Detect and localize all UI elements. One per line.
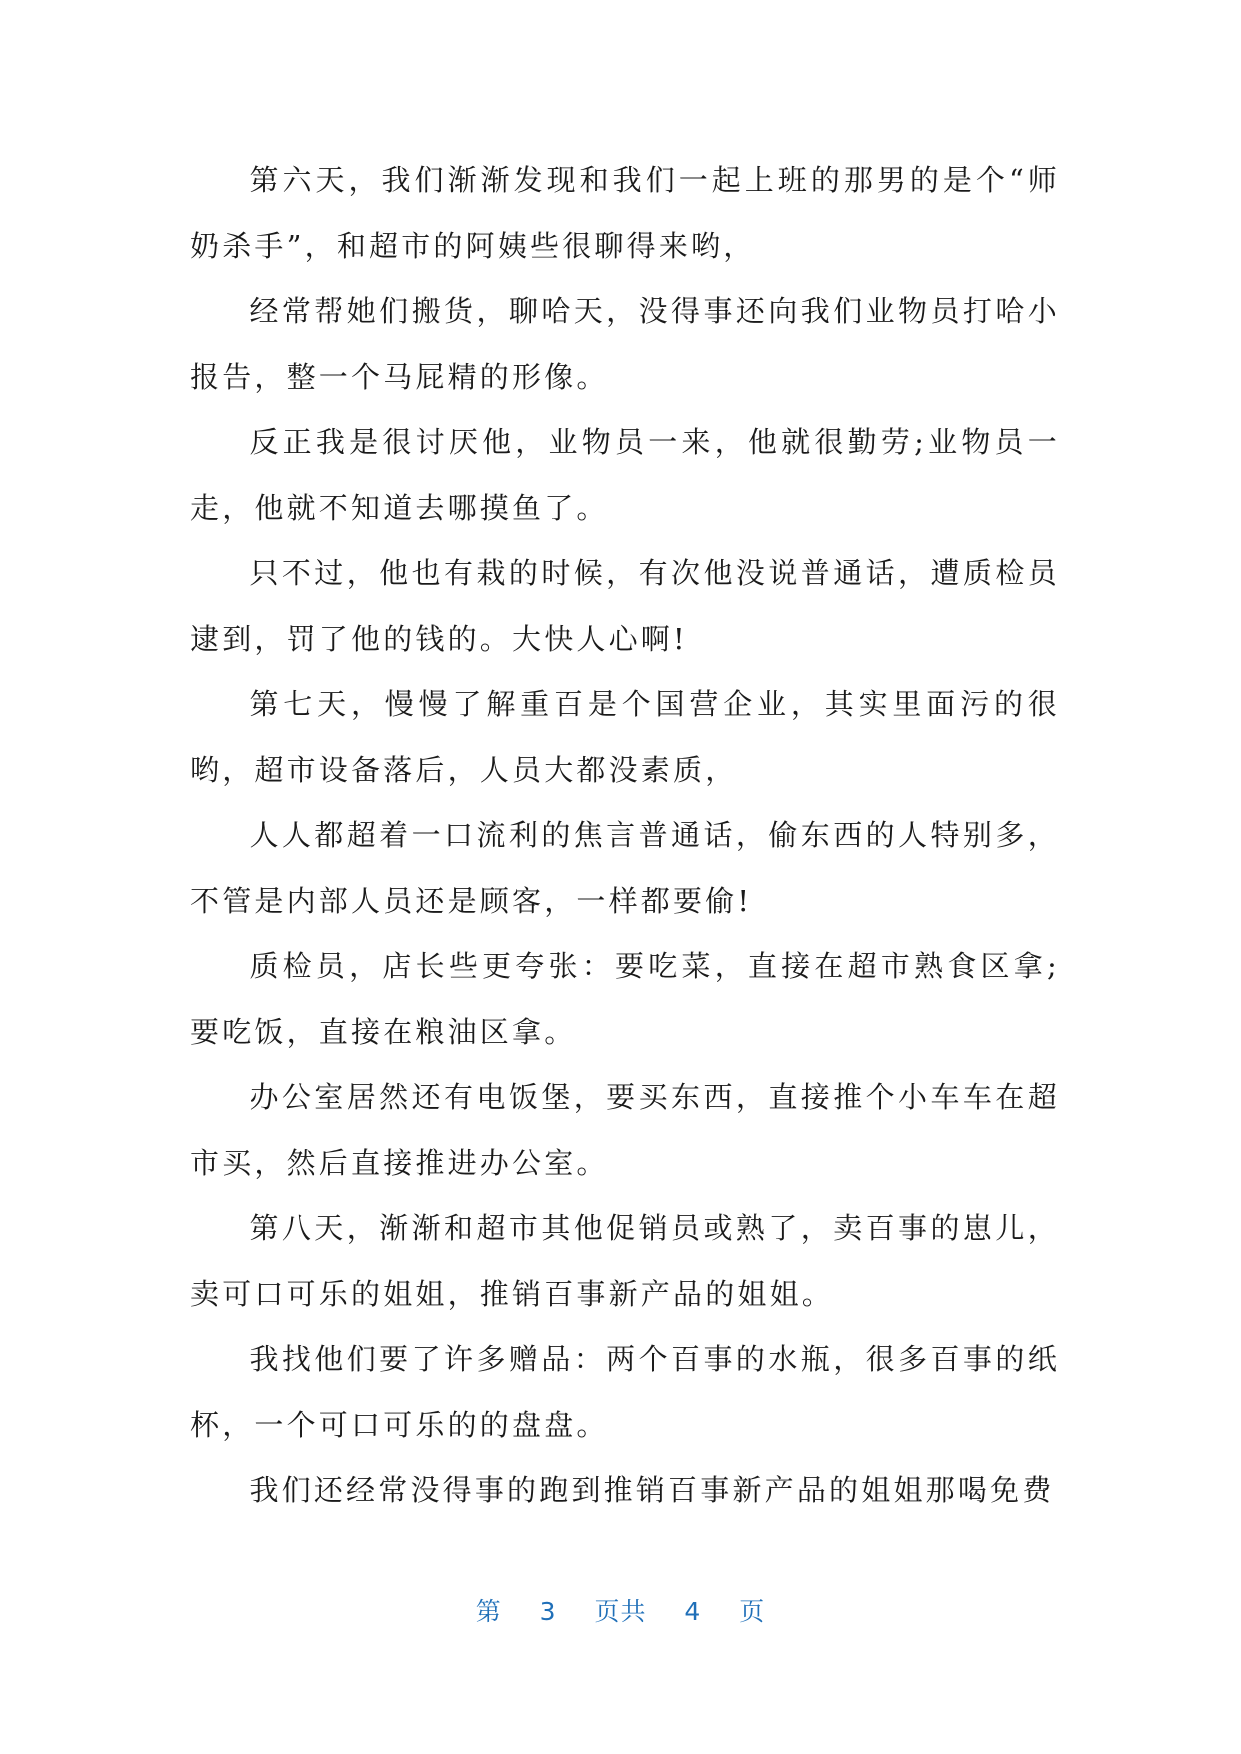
paragraph: 反正我是很讨厌他，业物员一来，他就很勤劳;业物员一走，他就不知道去哪摸鱼了。 [190,425,1060,525]
paragraph: 人人都超着一口流利的焦言普通话，偷东西的人特别多，不管是内部人员还是顾客，一样都要偷! [190,818,1060,918]
footer-suffix: 页 [739,1597,766,1626]
footer-current-page: 3 [539,1597,557,1626]
paragraph: 质检员，店长些更夸张：要吃菜，直接在超市熟食区拿;要吃饭，直接在粮油区拿。 [190,949,1060,1049]
paragraph: 第六天，我们渐渐发现和我们一起上班的那男的是个“师奶杀手”，和超市的阿姨些很聊得来哟， [190,163,1060,263]
footer-prefix: 第 [475,1597,502,1626]
paragraph: 我找他们要了许多赠品：两个百事的水瓶，很多百事的纸杯，一个可口可乐的的盘盘。 [190,1342,1060,1442]
footer-middle: 页共 [594,1597,647,1626]
footer-total-pages: 4 [684,1597,702,1626]
paragraph: 办公室居然还有电饭堡，要买东西，直接推个小车车在超市买，然后直接推进办公室。 [190,1080,1060,1180]
paragraph: 经常帮她们搬货，聊哈天，没得事还向我们业物员打哈小报告，整一个马屁精的形像。 [190,294,1060,394]
paragraph: 我们还经常没得事的跑到推销百事新产品的姐姐那喝免费 [249,1473,1055,1507]
document-body [190,148,1060,1524]
paragraph: 第七天，慢慢了解重百是个国营企业，其实里面污的很哟，超市设备落后，人员大都没素质， [190,687,1060,787]
paragraph: 第八天，渐渐和超市其他促销员或熟了，卖百事的崽儿，卖可口可乐的姐姐，推销百事新产品的姐姐。 [190,1211,1060,1311]
paragraph: 只不过，他也有栽的时候，有次他没说普通话，遭质检员逮到，罚了他的钱的。大快人心啊! [190,556,1060,656]
page-footer [0,1592,1241,1628]
